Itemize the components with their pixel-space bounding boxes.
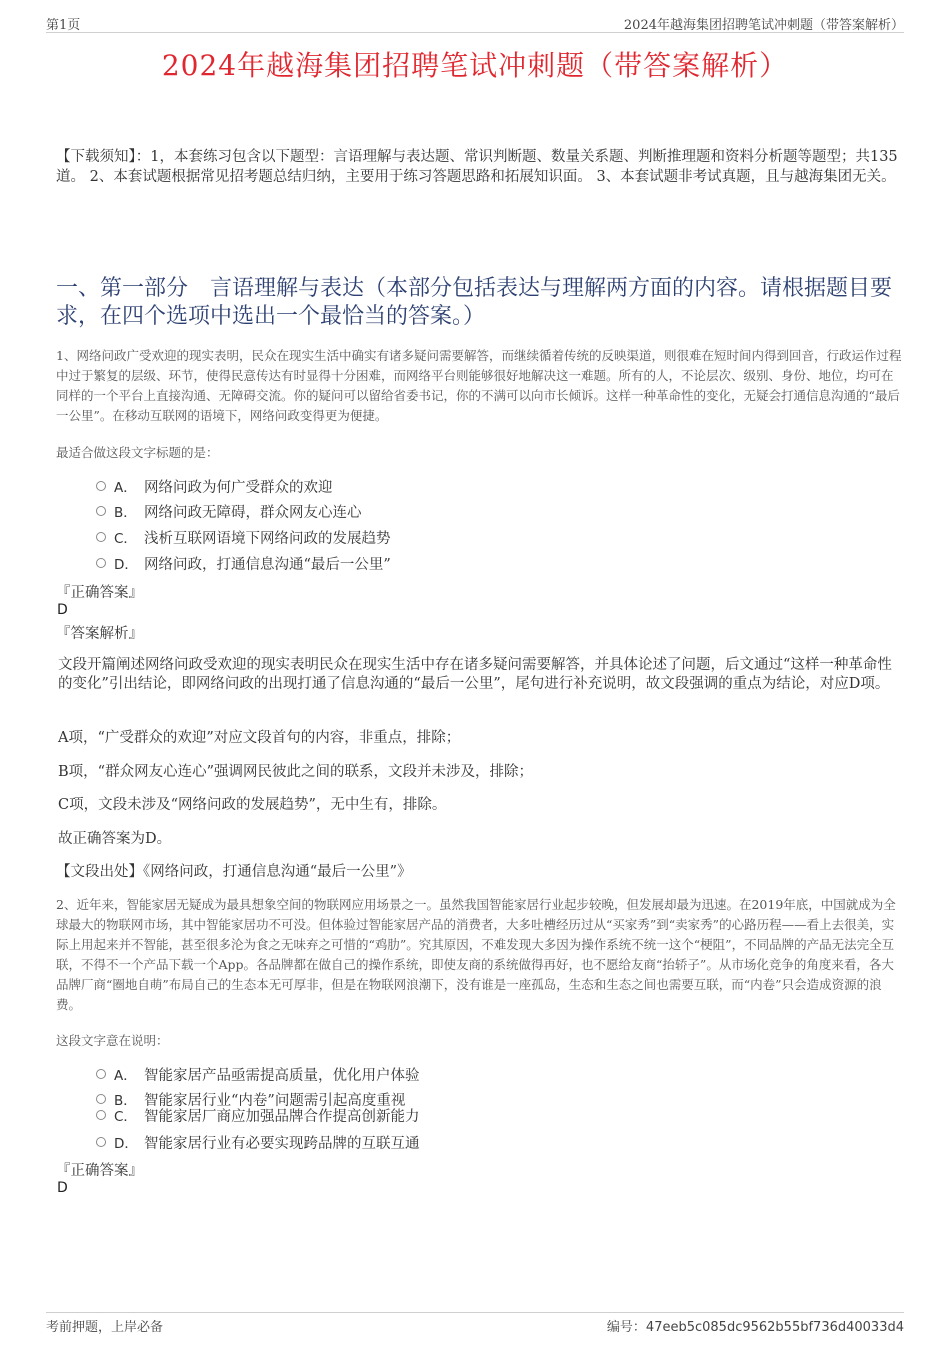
question-1-option-c[interactable] bbox=[96, 527, 391, 547]
option-letter: D． bbox=[114, 1136, 138, 1152]
question-2-answer: D bbox=[57, 1180, 68, 1196]
option-text: 智能家居行业有必要实现跨品牌的互联互通 bbox=[144, 1135, 420, 1152]
question-1-source: 【文段出处】《网络问政，打通信息沟通“最后一公里”》 bbox=[56, 864, 412, 880]
radio-button[interactable] bbox=[96, 558, 106, 568]
option-letter: C． bbox=[114, 1109, 137, 1125]
footer-doc-id: 编号：47eeb5c085dc9562b55bf736d40033d4 bbox=[606, 1320, 904, 1335]
option-letter: A． bbox=[114, 480, 137, 496]
question-1-analysis-label: 『答案解析』 bbox=[56, 626, 143, 642]
header-doc-title: 2024年越海集团招聘笔试冲刺题（带答案解析） bbox=[623, 18, 904, 33]
question-2-option-c[interactable] bbox=[96, 1105, 420, 1125]
question-1-option-d[interactable] bbox=[96, 553, 391, 573]
option-text: 网络问政为何广受群众的欢迎 bbox=[144, 479, 333, 496]
radio-button[interactable] bbox=[96, 1137, 106, 1147]
download-notice: 【下载须知】：1，本套练习包含以下题型：言语理解与表达题、常识判断题、数量关系题、判断推理题和资料分析题等题型；共135道。 2、本套试题根据常见招考题总结归纳，主要用于练习答题思路和拓展知识面。 3、本套试题非考试真题，且与越海集团无关。 bbox=[56, 149, 898, 185]
option-text: 智能家居产品亟需提高质量，优化用户体验 bbox=[144, 1067, 420, 1084]
analysis-paragraph: 文段开篇阐述网络问政受欢迎的现实表明民众在现实生活中存在诸多疑问需要解答，并具体论述了问题，后文通过“这样一种革命性的变化”引出结论，即网络问政的出现打通了信息沟通的“最后一公里”，尾句进行补充说明，故文段强调的重点为结论，对应D项。 bbox=[58, 657, 892, 692]
question-2-prompt: 这段文字意在说明： bbox=[56, 1033, 169, 1048]
option-text: 网络问政，打通信息沟通“最后一公里” bbox=[144, 556, 391, 573]
radio-button[interactable] bbox=[96, 1094, 106, 1104]
question-2-text: 2、近年来，智能家居无疑成为最具想象空间的物联网应用场景之一。虽然我国智能家居行业起步较晚，但发展却最为迅速。在2019年底，中国就成为全球最大的物联网市场，其中智能家居功不可没。但体验过智能家居产品的消费者，大多吐槽经历过从“买家秀”到“卖家秀”的心路历程——看上去很美，实际上用起来并不智能，甚至很多沦为食之无味弃之可惜的“鸡肋”。究其原因，不难发现大多因为操作系统不统一这个“梗阻”，不同品牌的产品无法完全互联，不得不一个产品下载一个App。各品牌都在做自己的操作系统，即使友商的系统做得再好，也不愿给友商“抬轿子”。从市场化竞争的角度来看，各大品牌厂商“圈地自萌”布局自己的生态本无可厚非，但是在物联网浪潮下，没有谁是一座孤岛，生态和生态之间也需要互联，而“内卷”只会造成资源的浪费。 bbox=[56, 897, 896, 1012]
option-text: 网络问政无障碍，群众网友心连心 bbox=[144, 504, 362, 521]
option-letter: C． bbox=[114, 531, 137, 547]
radio-button[interactable] bbox=[96, 481, 106, 491]
radio-button[interactable] bbox=[96, 1069, 106, 1079]
analysis-conclusion: 故正确答案为D。 bbox=[58, 831, 172, 847]
radio-button[interactable] bbox=[96, 1110, 106, 1120]
option-letter: B． bbox=[114, 1093, 137, 1109]
analysis-line-a: A项，“广受群众的欢迎”对应文段首句的内容，非重点，排除； bbox=[58, 730, 461, 746]
option-text: 浅析互联网语境下网络问政的发展趋势 bbox=[144, 530, 391, 547]
question-1-answer: D bbox=[57, 602, 68, 618]
option-text: 智能家居行业“内卷”问题需引起高度重视 bbox=[144, 1092, 406, 1109]
question-2-answer-label: 『正确答案』 bbox=[56, 1163, 143, 1179]
option-text: 智能家居厂商应加强品牌合作提高创新能力 bbox=[144, 1108, 420, 1125]
section-heading: 一、第一部分 言语理解与表达（本部分包括表达与理解两方面的内容。请根据题目要求，在四个选项中选出一个最恰当的答案。） bbox=[56, 276, 893, 329]
question-1-option-a[interactable] bbox=[96, 476, 333, 496]
option-letter: A． bbox=[114, 1068, 137, 1084]
option-letter: D． bbox=[114, 557, 138, 573]
question-1-prompt: 最适合做这段文字标题的是： bbox=[56, 445, 219, 460]
page-header bbox=[46, 14, 904, 33]
page-footer bbox=[46, 1312, 904, 1333]
question-1-text: 1、网络问政广受欢迎的现实表明，民众在现实生活中确实有诸多疑问需要解答，而继续循着传统的反映渠道，则很难在短时间内得到回音，行政运作过程中过于繁复的层级、环节，使得民意传达有时显得十分困难，而网络平台则能够很好地解决这一难题。所有的人，不论层次、级别、身份、地位，均可在同样的一个平台上直接沟通、无障碍交流。你的疑问可以留给省委书记，你的不满可以向市长倾诉。这样一种革命性的变化，无疑会打通信息沟通的“最后一公里”。在移动互联网的语境下，网络问政变得更为便捷。 bbox=[56, 348, 902, 423]
option-letter: B． bbox=[114, 505, 137, 521]
page-number: 第1页 bbox=[46, 18, 81, 33]
analysis-line-c: C项，文段未涉及“网络问政的发展趋势”，无中生有，排除。 bbox=[58, 797, 447, 813]
radio-button[interactable] bbox=[96, 532, 106, 542]
question-1-option-b[interactable] bbox=[96, 501, 362, 521]
document-title: 2024年越海集团招聘笔试冲刺题（带答案解析） bbox=[161, 49, 789, 82]
analysis-line-b: B项，“群众网友心连心”强调网民彼此之间的联系，文段并未涉及，排除； bbox=[58, 764, 533, 780]
question-2-option-d[interactable] bbox=[96, 1132, 420, 1152]
footer-slogan: 考前押题，上岸必备 bbox=[46, 1320, 164, 1335]
radio-button[interactable] bbox=[96, 506, 106, 516]
question-1-answer-label: 『正确答案』 bbox=[56, 585, 143, 601]
question-2-option-a[interactable] bbox=[96, 1064, 420, 1084]
